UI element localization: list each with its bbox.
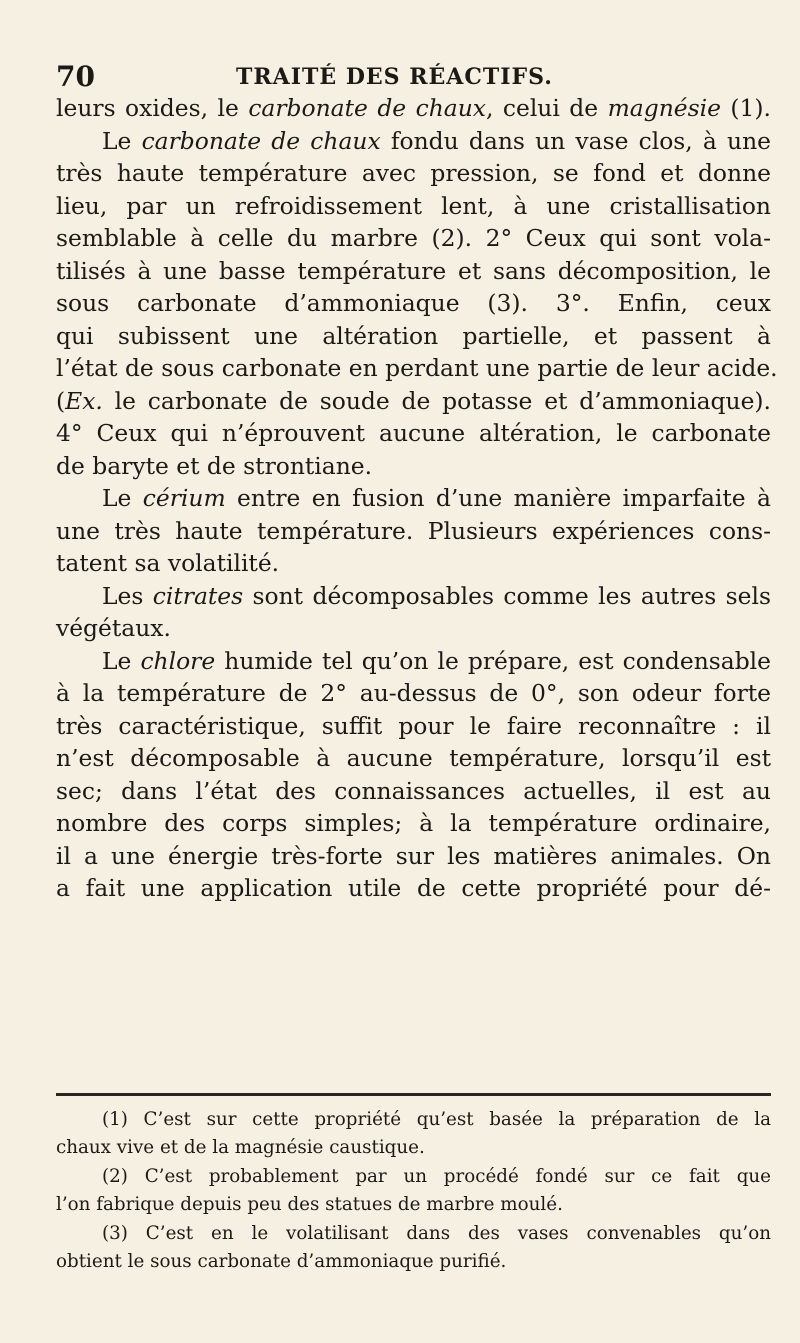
body-text [56,92,778,905]
text-run: végétaux. [56,614,171,642]
footnote-3-line-1 [56,1220,771,1248]
page-number: 70 [56,60,95,93]
line-13 [56,482,771,515]
line-25 [56,872,771,905]
text-run: sont décomposables comme les autres sels [243,581,771,610]
text-run: il a une énergie très-forte sur les matières animales. On [56,841,771,870]
text-run: le carbonate de soude de potasse et d’ammoniaque). [102,386,771,415]
line-11 [56,417,771,450]
text-run: obtient le sous carbonate d’ammoniaque purifié. [56,1251,507,1273]
running-title: TRAITÉ DES RÉACTIFS. [236,64,553,90]
text-run: lieu, par un refroidissement lent, à une cristallisation [56,191,771,220]
line-22 [56,775,771,808]
italic-term: carbonate de chaux [141,126,381,155]
text-run: (3) C’est en le volatilisant dans des vases convenables qu’on [102,1222,771,1244]
text-run: Le [102,126,142,155]
line-2 [56,125,771,158]
line-19 [56,677,771,710]
line-5 [56,222,771,255]
line-18 [56,645,771,678]
line-20 [56,710,771,743]
text-run: ( [56,386,66,415]
italic-term: Ex. [65,386,103,415]
line-24 [56,840,771,873]
text-run: leurs oxides, le [56,94,249,122]
line-16 [56,580,771,613]
line-8 [56,320,771,353]
footnotes [56,1106,771,1276]
text-run: (1). [720,94,771,122]
line-14 [56,515,771,548]
line-23 [56,807,771,840]
page-header [56,60,756,94]
line-7 [56,287,771,320]
italic-term: carbonate de chaux [248,94,486,122]
text-run: nombre des corps simples; à la température ordinaire, [56,809,771,837]
footnote-rule [56,1093,771,1096]
line-3 [56,157,771,190]
text-run: fondu dans un vase clos, à une [380,126,772,155]
text-run: Le [102,646,141,675]
text-run: sous carbonate d’ammoniaque (3). 3°. Enfin, ceux [56,289,771,317]
text-run: (2) C’est probablement par un procédé fondé sur ce fait que [102,1165,771,1187]
text-run: une très haute température. Plusieurs expériences cons- [56,516,771,545]
text-run: entre en fusion d’une manière imparfaite à [225,484,771,512]
line-6 [56,255,771,288]
line-17 [56,612,771,645]
text-run: de baryte et de strontiane. [56,451,373,480]
footnote-3-line-2 [56,1248,771,1276]
line-15 [56,547,771,580]
line-12 [56,450,771,483]
text-run: qui subissent une altération partielle, et passent à [56,321,771,350]
line-10 [56,385,771,418]
text-run: Les [102,581,153,610]
text-run: a fait une application utile de cette propriété pour dé- [56,874,771,902]
italic-term: chlore [140,646,216,675]
italic-term: citrates [152,581,244,610]
line-9 [56,352,778,385]
text-run: tatent sa volatilité. [56,549,280,577]
footnote-2-line-2 [56,1191,771,1219]
text-run: à la température de 2° au-dessus de 0°, son odeur forte [56,679,771,707]
italic-term: magnésie [607,94,721,122]
text-run: (1) C’est sur cette propriété qu’est basée la préparation de la [102,1109,771,1130]
text-run: l’état de sous carbonate en perdant une partie de leur acide. [56,354,778,382]
text-run: très haute température avec pression, se fond et donne [56,159,771,187]
text-run: Le [102,484,143,512]
text-run: très caractéristique, suffit pour le faire reconnaître : il [56,711,771,740]
text-run: 4° Ceux qui n’éprouvent aucune altération, le carbonate [56,419,771,447]
footnote-2-line-1 [56,1163,771,1191]
footnote-1-line-1 [56,1106,771,1134]
italic-term: cérium [142,484,226,512]
line-21 [56,742,771,775]
text-run: tilisés à une basse température et sans décomposition, le [56,256,771,285]
text-run: n’est décomposable à aucune température, lorsqu’il est [56,744,771,772]
footnote-1-line-2 [56,1134,771,1162]
text-run: humide tel qu’on le prépare, est condensable [215,646,772,675]
text-run: chaux vive et de la magnésie caustique. [56,1137,425,1159]
text-run: l’on fabrique depuis peu des statues de marbre moulé. [56,1194,563,1216]
text-run: semblable à celle du marbre (2). 2° Ceux qui sont vola- [56,224,771,252]
line-1 [56,92,771,125]
text-run: , celui de [485,94,608,122]
text-run: sec; dans l’état des connaissances actuelles, il est au [56,776,771,805]
line-4 [56,190,771,223]
